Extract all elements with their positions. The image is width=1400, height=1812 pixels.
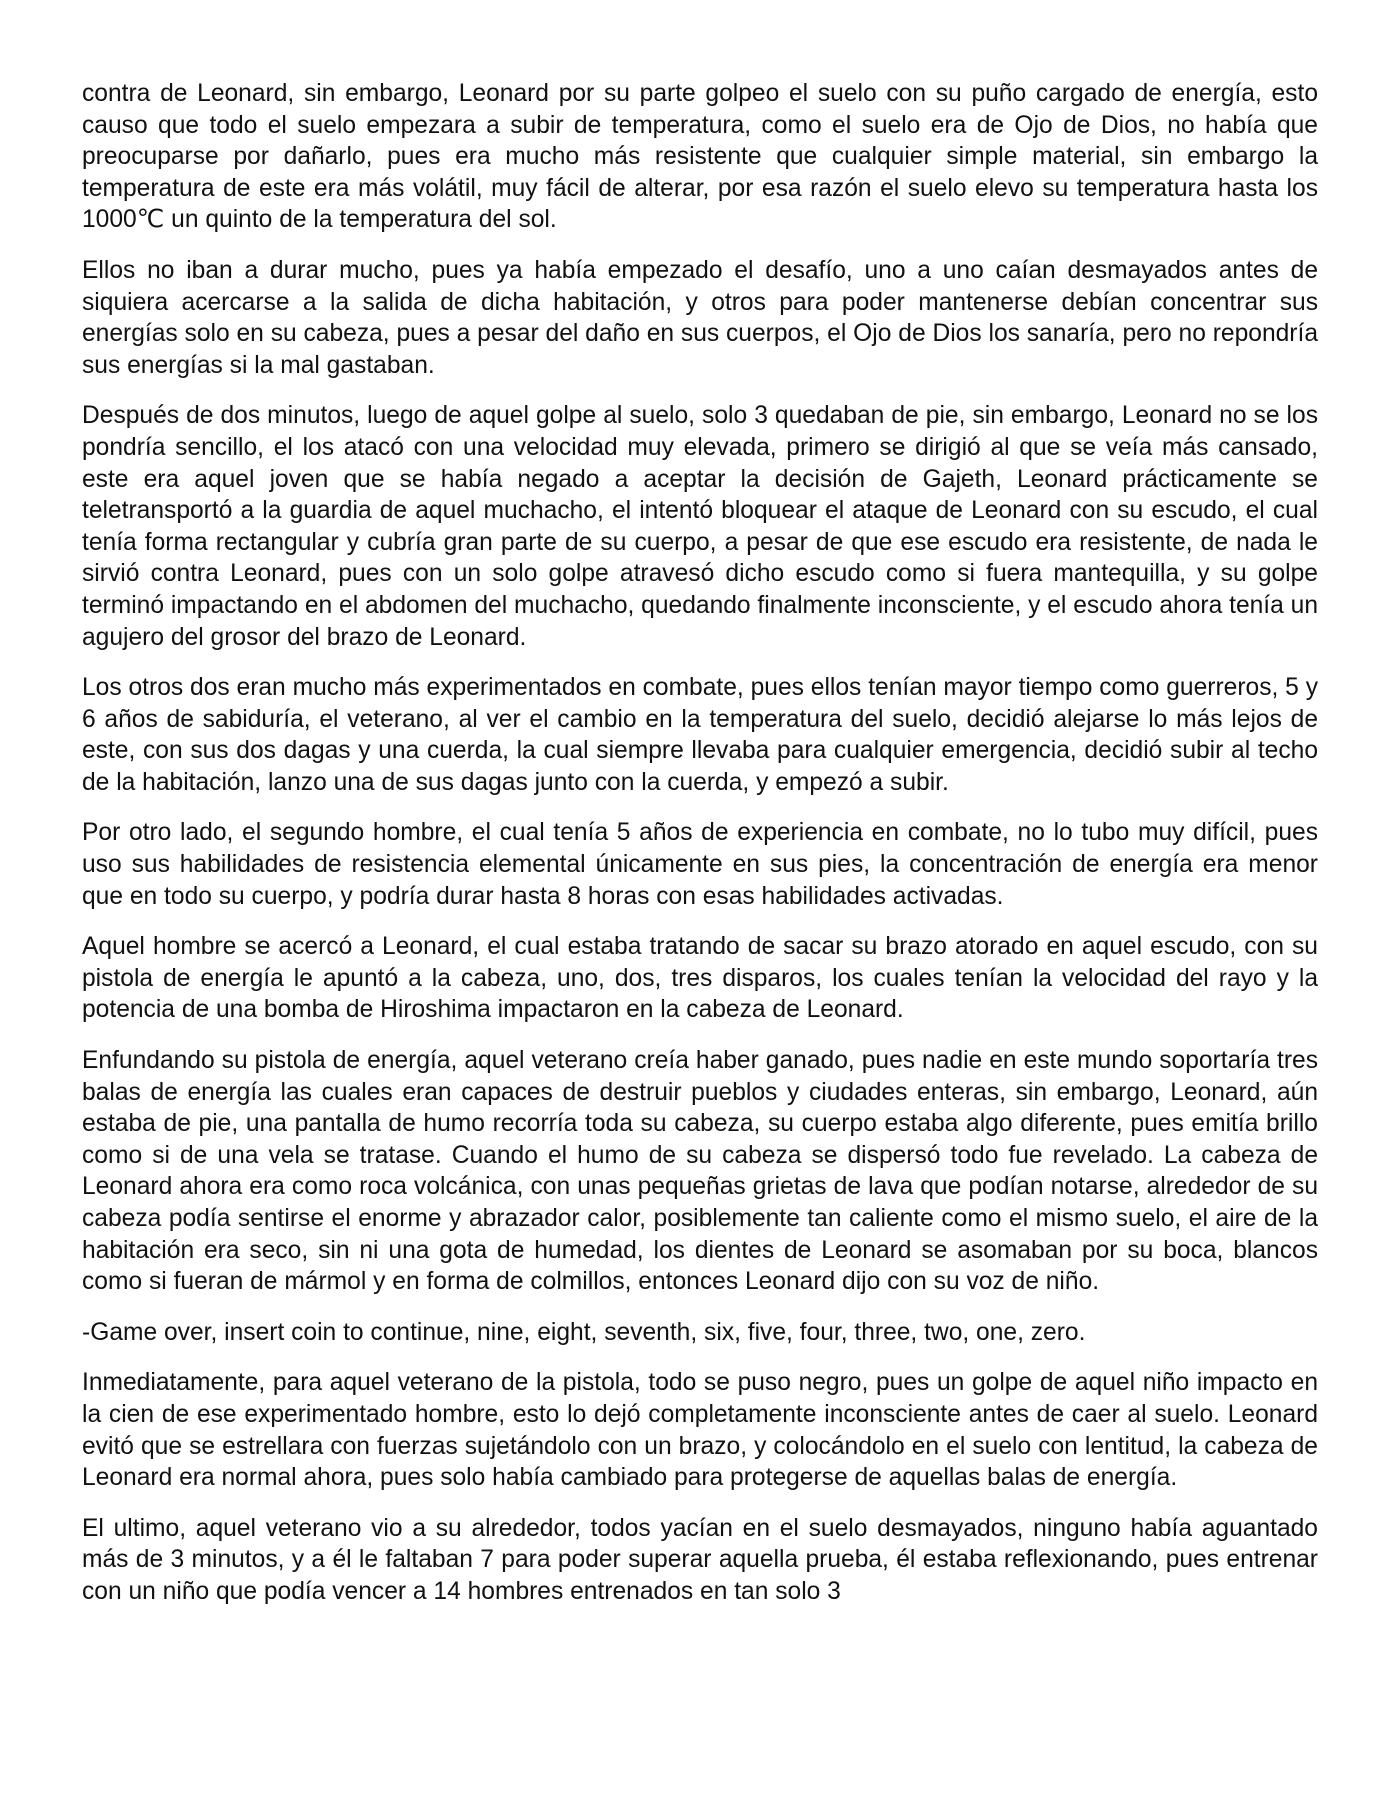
paragraph-6: Aquel hombre se acercó a Leonard, el cual estaba tratando de sacar su brazo atorado en aquel escudo, con su pistola de energía le apuntó a la cabeza, uno, dos, tres disparos, los cuales tenían la velocidad del rayo y la potencia de una bomba de Hiroshima impactaron en la cabeza de Leonard. (82, 933, 1318, 1024)
paragraph-8-dialogue: -Game over, insert coin to continue, nine, eight, seventh, six, five, four, three, two, one, zero. (82, 1318, 1086, 1346)
paragraph-2: Ellos no iban a durar mucho, pues ya había empezado el desafío, uno a uno caían desmayados antes de siquiera acercarse a la salida de dicha habitación, y otros para poder mantenerse debían concentrar sus energías solo en su cabeza, pues a pesar del daño en sus cuerpos, el Ojo de Dios los sanaría, pero no repondría sus energías si la mal gastaban. (82, 256, 1318, 379)
paragraph-1: contra de Leonard, sin embargo, Leonard por su parte golpeo el suelo con su puño cargado de energía, esto causo que todo el suelo empezara a subir de temperatura, como el suelo era de Ojo de Dios, no había que preocuparse por dañarlo, pues era mucho más resistente que cualquier simple material, sin embargo la temperatura de este era más volátil, muy fácil de alterar, por esa razón el suelo elevo su temperatura hasta los 1000℃ un quinto de la temperatura del sol. (82, 80, 1318, 234)
document-page (82, 78, 1318, 1627)
paragraph-10: El ultimo, aquel veterano vio a su alrededor, todos yacían en el suelo desmayados, ninguno había aguantado más de 3 minutos, y a él le faltaban 7 para poder superar aquella prueba, él estaba reflexionando, pues entrenar con un niño que podía vencer a 14 hombres entrenados en tan solo 3 (82, 1514, 1318, 1605)
paragraph-5: Por otro lado, el segundo hombre, el cual tenía 5 años de experiencia en combate, no lo tubo muy difícil, pues uso sus habilidades de resistencia elemental únicamente en sus pies, la concentración de energía era menor que en todo su cuerpo, y podría durar hasta 8 horas con esas habilidades activadas. (82, 819, 1318, 910)
paragraph-9: Inmediatamente, para aquel veterano de la pistola, todo se puso negro, pues un golpe de aquel niño impacto en la cien de ese experimentado hombre, esto lo dejó completamente inconsciente antes de caer al suelo. Leonard evitó que se estrellara con fuerzas sujetándolo con un brazo, y colocándolo en el suelo con lentitud, la cabeza de Leonard era normal ahora, pues solo había cambiado para protegerse de aquellas balas de energía. (82, 1369, 1318, 1492)
paragraph-7: Enfundando su pistola de energía, aquel veterano creía haber ganado, pues nadie en este mundo soportaría tres balas de energía las cuales eran capaces de destruir pueblos y ciudades enteras, sin embargo, Leonard, aún estaba de pie, una pantalla de humo recorría toda su cabeza, su cuerpo estaba algo diferente, pues emitía brillo como si de una vela se tratase. Cuando el humo de su cabeza se dispersó todo fue revelado. La cabeza de Leonard ahora era como roca volcánica, con unas pequeñas grietas de lava que podían notarse, alrededor de su cabeza podía sentirse el enorme y abrazador calor, posiblemente tan caliente como el mismo suelo, el aire de la habitación era seco, sin ni una gota de humedad, los dientes de Leonard se asomaban por su boca, blancos como si fueran de mármol y en forma de colmillos, entonces Leonard dijo con su voz de niño. (82, 1047, 1318, 1296)
paragraph-3: Después de dos minutos, luego de aquel golpe al suelo, solo 3 quedaban de pie, sin embargo, Leonard no se los pondría sencillo, el los atacó con una velocidad muy elevada, primero se dirigió al que se veía más cansado, este era aquel joven que se había negado a aceptar la decisión de Gajeth, Leonard prácticamente se teletransportó a la guardia de aquel muchacho, el intentó bloquear el ataque de Leonard con su escudo, el cual tenía forma rectangular y cubría gran parte de su cuerpo, a pesar de que ese escudo era resistente, de nada le sirvió contra Leonard, pues con un solo golpe atravesó dicho escudo como si fuera mantequilla, y su golpe terminó impactando en el abdomen del muchacho, quedando finalmente inconsciente, y el escudo ahora tenía un agujero del grosor del brazo de Leonard. (82, 402, 1318, 651)
paragraph-4: Los otros dos eran mucho más experimentados en combate, pues ellos tenían mayor tiempo como guerreros, 5 y 6 años de sabiduría, el veterano, al ver el cambio en la temperatura del suelo, decidió alejarse lo más lejos de este, con sus dos dagas y una cuerda, la cual siempre llevaba para cualquier emergencia, decidió subir al techo de la habitación, lanzo una de sus dagas junto con la cuerda, y empezó a subir. (82, 674, 1318, 796)
